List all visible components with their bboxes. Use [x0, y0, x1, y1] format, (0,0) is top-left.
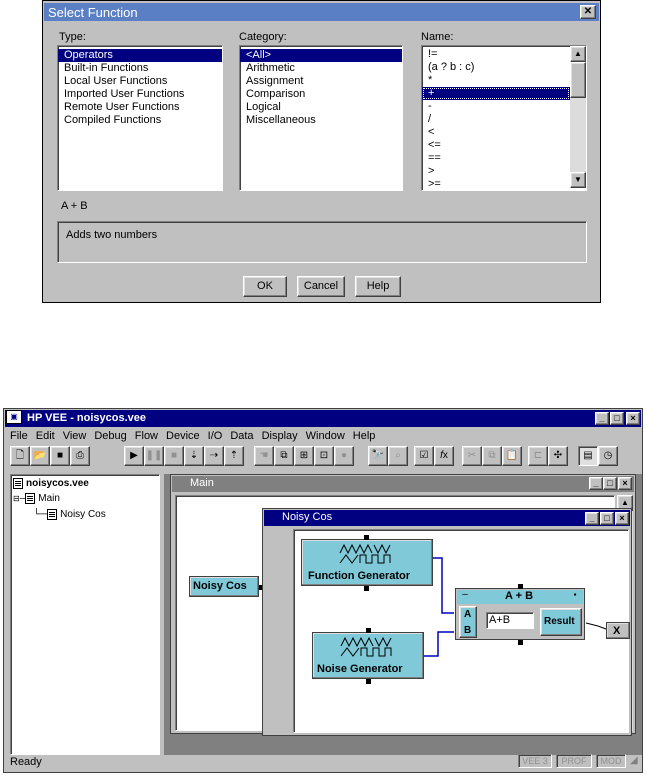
scroll-down-icon[interactable]: ▼	[570, 172, 586, 188]
type-item-operators[interactable]: Operators	[58, 49, 222, 62]
type-item-builtin[interactable]: Built-in Functions	[64, 62, 149, 74]
minimize-icon[interactable]: _	[595, 412, 609, 425]
category-list[interactable]	[239, 45, 403, 191]
step-over-icon[interactable]: ⇢	[204, 446, 224, 466]
step-out-icon[interactable]: ⇡	[224, 446, 244, 466]
dialog-title: Select Function	[44, 3, 599, 21]
wire-result-to-x	[586, 623, 606, 629]
name-item[interactable]: -	[428, 100, 432, 112]
find-icon[interactable]: 🔭	[368, 446, 388, 466]
collapse-icon[interactable]: ⊟	[13, 494, 20, 504]
menu-debug[interactable]: Debug	[94, 430, 127, 442]
input-b-label[interactable]: B	[464, 625, 472, 636]
menu-device[interactable]: Device	[166, 430, 200, 442]
name-item[interactable]: ==	[428, 152, 441, 164]
menu-bar	[6, 428, 379, 444]
name-item[interactable]: /	[428, 113, 432, 125]
waveform-icon	[338, 543, 394, 565]
formula-minimize-icon[interactable]: ▪	[573, 590, 577, 599]
name-list[interactable]	[421, 45, 587, 191]
name-item-selected[interactable]: +	[422, 87, 570, 100]
output-terminal	[540, 608, 582, 636]
formula-title-bar	[457, 590, 583, 604]
app-icon[interactable]: ▣	[6, 410, 22, 424]
menu-help[interactable]: Help	[352, 430, 376, 442]
category-item-arithmetic[interactable]: Arithmetic	[246, 62, 295, 74]
menu-data[interactable]: Data	[230, 430, 254, 442]
formula-menu-icon[interactable]: –	[462, 589, 468, 600]
dialog-close-button[interactable]	[580, 5, 596, 19]
main-maximize-icon[interactable]: □	[603, 477, 617, 490]
main-window-title: Main	[172, 476, 634, 492]
name-item[interactable]: >	[428, 165, 435, 177]
function-icon[interactable]: fx	[434, 446, 454, 466]
status-mod: MOD	[596, 754, 626, 768]
print-icon[interactable]: ⎙	[70, 446, 90, 466]
name-list-scrollbar[interactable]	[570, 46, 586, 188]
name-item[interactable]: (a ? b : c)	[428, 61, 475, 73]
sequence-in-pin[interactable]	[518, 584, 523, 589]
formula-expression-field[interactable]: A+B	[486, 612, 534, 629]
menu-file[interactable]: File	[10, 430, 28, 442]
show-data-flow-icon[interactable]: ⧉	[274, 446, 294, 466]
align-icon[interactable]: ⊏	[528, 446, 548, 466]
udf-minimize-icon[interactable]: _	[585, 512, 599, 525]
sequence-out-pin[interactable]	[364, 586, 369, 591]
hand-icon[interactable]: ☚	[254, 446, 274, 466]
close-icon: ✕	[583, 6, 593, 17]
vee-title-bar	[5, 410, 641, 427]
menu-io[interactable]: I/O	[207, 430, 223, 442]
description-text: Adds two numbers	[66, 229, 158, 241]
main-minimize-icon[interactable]: _	[589, 477, 603, 490]
toolbar	[6, 444, 642, 470]
name-item[interactable]: *	[428, 74, 433, 86]
noisy-cos-window-title: Noisy Cos	[264, 510, 630, 526]
breakpoint-icon[interactable]: ●	[334, 446, 354, 466]
function-generator-object[interactable]: Function Generator	[301, 539, 433, 586]
name-item[interactable]: <=	[428, 139, 441, 151]
step-into-icon[interactable]: ⇣	[184, 446, 204, 466]
type-item-remote[interactable]: Remote User Functions	[64, 101, 180, 113]
find-again-icon[interactable]: ⌕	[388, 446, 408, 466]
formula-title: A + B	[505, 590, 534, 602]
sequence-out-pin[interactable]	[518, 640, 523, 645]
line-probe-icon[interactable]: ⊡	[314, 446, 334, 466]
save-icon[interactable]: ■	[50, 446, 70, 466]
scroll-thumb[interactable]	[570, 62, 586, 98]
syntax-text: A + B	[61, 200, 88, 212]
ok-button[interactable]: OK	[243, 276, 287, 297]
delete-line-icon[interactable]: ✣	[548, 446, 568, 466]
menu-view[interactable]: View	[62, 430, 87, 442]
cut-icon[interactable]: ✂	[462, 446, 482, 466]
tree-main-node[interactable]: ⊟– Main	[13, 493, 60, 505]
document-icon	[25, 493, 35, 504]
main-close-icon[interactable]: ×	[618, 477, 632, 490]
noisy-cos-object[interactable]: Noisy Cos	[189, 576, 259, 597]
category-item-all[interactable]: <All>	[240, 49, 402, 62]
name-label: Name:	[421, 31, 454, 43]
type-item-compiled[interactable]: Compiled Functions	[64, 114, 162, 126]
x-terminal[interactable]: X	[606, 622, 630, 639]
category-item-logical[interactable]: Logical	[246, 101, 281, 113]
status-bar	[6, 753, 642, 771]
help-button[interactable]: Help	[355, 276, 401, 297]
name-item[interactable]: >=	[428, 178, 441, 190]
paste-icon[interactable]: 📋	[502, 446, 522, 466]
status-vee3: VEE 3	[518, 754, 552, 768]
result-label[interactable]: Result	[544, 616, 575, 627]
vee-title-text: HP VEE - noisycos.vee	[27, 412, 147, 424]
menu-display[interactable]: Display	[261, 430, 298, 442]
type-item-imported[interactable]: Imported User Functions	[64, 88, 185, 100]
document-icon	[13, 478, 23, 489]
wire-noise-to-b	[424, 632, 454, 656]
select-function-dialog	[42, 0, 601, 303]
category-item-assignment[interactable]: Assignment	[246, 75, 304, 87]
menu-edit[interactable]: Edit	[35, 430, 55, 442]
waveform-icon	[339, 636, 395, 658]
timer-icon[interactable]: ◷	[598, 446, 618, 466]
type-item-local[interactable]: Local User Functions	[64, 75, 168, 87]
copy-icon[interactable]: ⧉	[482, 446, 502, 466]
category-label: Category:	[239, 31, 287, 43]
maximize-icon[interactable]: □	[610, 412, 624, 425]
status-text: Ready	[10, 756, 42, 768]
show-exec-flow-icon[interactable]: ⊞	[294, 446, 314, 466]
udf-close-icon[interactable]: ×	[615, 512, 629, 525]
cancel-button[interactable]: Cancel	[297, 276, 345, 297]
tree-noisy-cos-node[interactable]: └─ Noisy Cos	[33, 509, 106, 521]
scroll-up-icon[interactable]: ▲	[570, 46, 586, 62]
sequence-out-pin[interactable]	[366, 679, 371, 684]
wire-fgen-to-a	[432, 558, 454, 613]
resize-grip-icon[interactable]: ◢	[630, 755, 638, 766]
type-list[interactable]	[57, 45, 223, 191]
sequence-in-pin[interactable]	[364, 535, 369, 540]
menu-window[interactable]: Window	[305, 430, 345, 442]
scroll-up-icon[interactable]: ▲	[617, 495, 633, 511]
category-item-miscellaneous[interactable]: Miscellaneous	[246, 114, 316, 126]
status-prof: PROF	[556, 754, 592, 768]
description-box	[57, 221, 587, 263]
category-item-comparison[interactable]: Comparison	[246, 88, 306, 100]
input-a-label[interactable]: A	[464, 609, 472, 620]
sequence-in-pin[interactable]	[366, 628, 371, 633]
pause-icon[interactable]: ❚❚	[144, 446, 164, 466]
stop-icon[interactable]: ■	[164, 446, 184, 466]
noise-generator-object[interactable]: Noise Generator	[312, 632, 424, 679]
open-icon[interactable]: 📂	[30, 446, 50, 466]
close-icon[interactable]: ×	[626, 412, 640, 425]
name-item[interactable]: <	[428, 126, 435, 138]
udf-maximize-icon[interactable]: □	[600, 512, 614, 525]
program-explorer-icon[interactable]: ▤	[578, 446, 598, 466]
name-item[interactable]: !=	[428, 48, 438, 60]
run-icon[interactable]: ▶	[124, 446, 144, 466]
formula-object[interactable]	[455, 588, 585, 640]
new-icon[interactable]: 🗋	[10, 446, 30, 466]
input-terminals	[459, 606, 477, 638]
document-icon	[47, 509, 57, 520]
type-label: Type:	[59, 31, 86, 43]
tree-file-node[interactable]: noisycos.vee	[13, 478, 89, 489]
program-explorer-tree	[10, 474, 160, 755]
menu-flow[interactable]: Flow	[134, 430, 159, 442]
properties-icon[interactable]: ☑	[414, 446, 434, 466]
